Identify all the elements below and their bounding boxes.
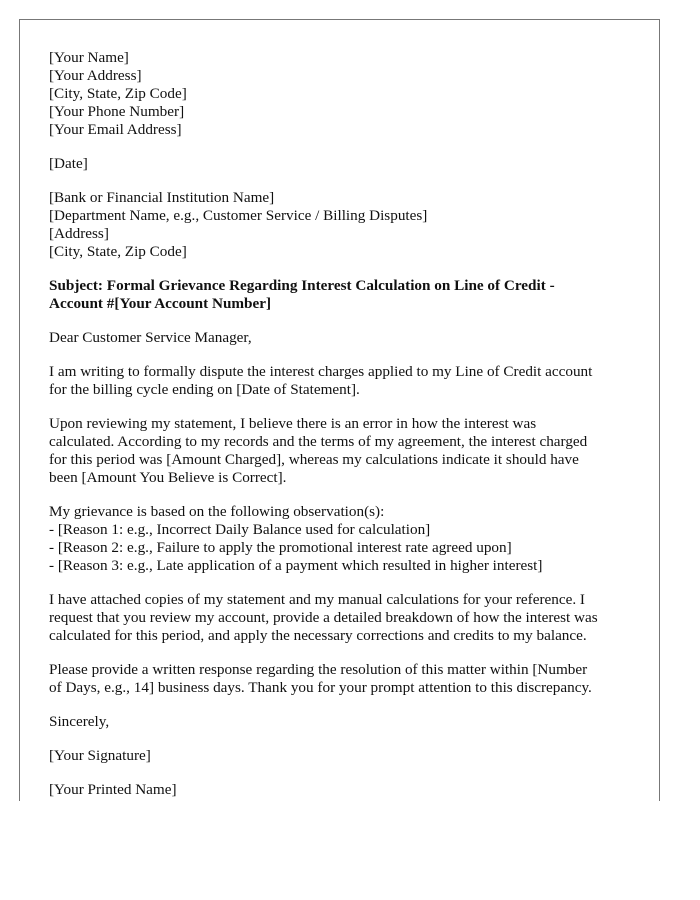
recipient-city-state-zip: [City, State, Zip Code] (49, 243, 187, 260)
recipient-department: [Department Name, e.g., Customer Service / Billing Disputes] (49, 207, 428, 224)
printed-name: [Your Printed Name] (49, 781, 177, 798)
subject-line (49, 277, 639, 313)
subject-line-2: Account #[Your Account Number] (49, 295, 272, 312)
printed-name-block (49, 781, 639, 799)
paragraph-dispute-line: I am writing to formally dispute the interest charges applied to my Line of Credit account (49, 363, 593, 380)
paragraph-error-line: been [Amount You Believe is Correct]. (49, 469, 287, 486)
recipient-address: [Address] (49, 225, 109, 242)
reason-item: - [Reason 1: e.g., Incorrect Daily Balance used for calculation] (49, 521, 431, 538)
paragraph-attachments-line: I have attached copies of my statement and my manual calculations for your reference. I (49, 591, 585, 608)
paragraph-error-line: Upon reviewing my statement, I believe there is an error in how the interest was (49, 415, 537, 432)
sender-name: [Your Name] (49, 49, 129, 66)
paragraph-response-line: Please provide a written response regarding the resolution of this matter within [Number (49, 661, 588, 678)
reason-item: - [Reason 3: e.g., Late application of a payment which resulted in higher interest] (49, 557, 543, 574)
paragraph-error-line: calculated. According to my records and the terms of my agreement, the interest charged (49, 433, 588, 450)
salutation-text: Dear Customer Service Manager, (49, 329, 252, 346)
letter-date: [Date] (49, 155, 88, 172)
paragraph-response-request (49, 661, 639, 697)
recipient-institution: [Bank or Financial Institution Name] (49, 189, 275, 206)
paragraph-attachments-line: request that you review my account, provide a detailed breakdown of how the interest was (49, 609, 598, 626)
letter-body (49, 49, 639, 815)
sender-city-state-zip: [City, State, Zip Code] (49, 85, 187, 102)
grievance-reasons (49, 503, 639, 575)
signature-block (49, 747, 639, 765)
subject-line-1: Subject: Formal Grievance Regarding Interest Calculation on Line of Credit - (49, 277, 555, 294)
signature-placeholder: [Your Signature] (49, 747, 151, 764)
sender-block (49, 49, 639, 139)
paragraph-response-line: of Days, e.g., 14] business days. Thank you for your prompt attention to this discrepancy. (49, 679, 592, 696)
reason-item: - [Reason 2: e.g., Failure to apply the promotional interest rate agreed upon] (49, 539, 512, 556)
paragraph-error (49, 415, 639, 487)
sender-phone: [Your Phone Number] (49, 103, 185, 120)
paragraph-error-line: for this period was [Amount Charged], whereas my calculations indicate it should have (49, 451, 579, 468)
sender-address: [Your Address] (49, 67, 142, 84)
paragraph-attachments-line: calculated for this period, and apply the necessary corrections and credits to my balance. (49, 627, 587, 644)
date-block (49, 155, 639, 173)
paragraph-attachments (49, 591, 639, 645)
recipient-block (49, 189, 639, 261)
closing-text: Sincerely, (49, 713, 110, 730)
sender-email: [Your Email Address] (49, 121, 182, 138)
salutation (49, 329, 639, 347)
reasons-intro: My grievance is based on the following observation(s): (49, 503, 385, 520)
paragraph-dispute (49, 363, 639, 399)
closing (49, 713, 639, 731)
paragraph-dispute-line: for the billing cycle ending on [Date of Statement]. (49, 381, 360, 398)
